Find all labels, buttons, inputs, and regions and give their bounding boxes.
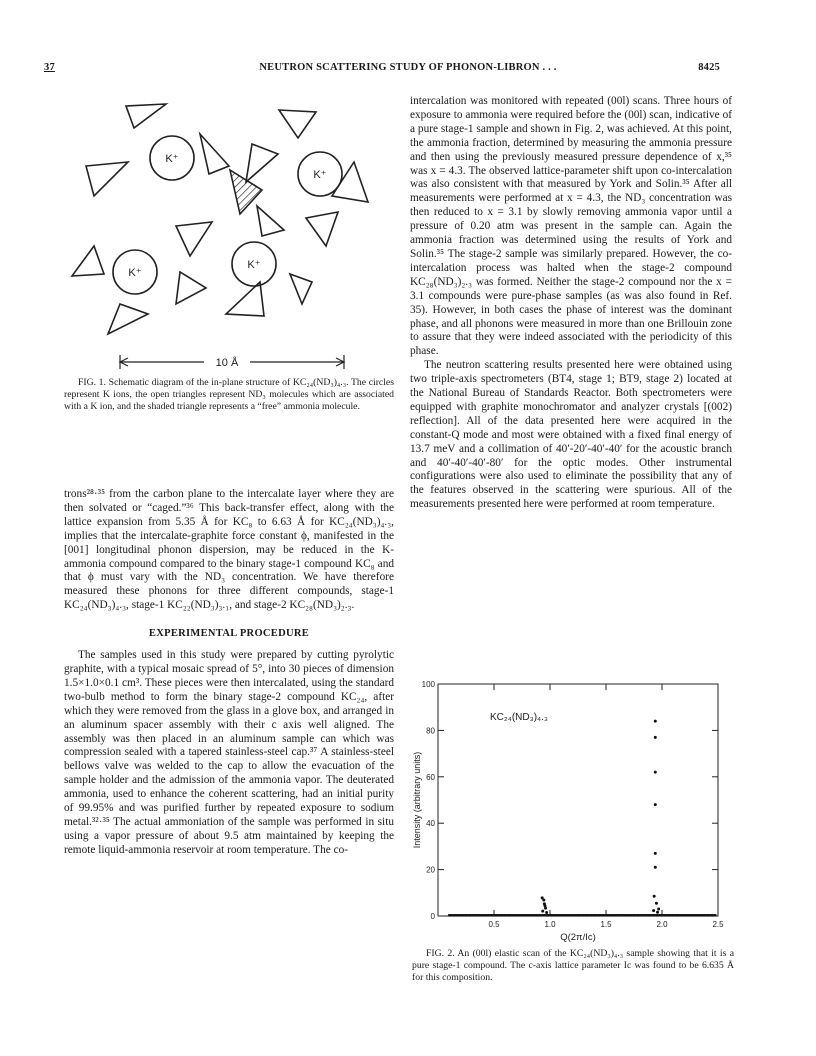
k-ion-label: K⁺ [313,169,327,181]
nd3-triangle [176,272,206,304]
nd3-triangle [72,246,104,276]
left-para-1: trons²⁸·³⁵ from the carbon plane to the intercalate layer where they are then solvated or “caged.”³⁶ This back-transfer effect, along with the lattice expansion from 5.35 Å for KC₈ to 6.63 Å for KC₂₄(ND₃)₄.₃, implies that the intercalate-graphite force constant ϕ, manifested in the [001] longitudinal phonon dispersion, may be reduced in the K-ammonia compound compared to the binary stage-1 compound KC₈ and that ϕ must vary with the ND₃ concentration. We have therefore measured these phonons for three different compounds, stage-1 KC₂₄(ND₃)₄.₃, stage-1 KC₂₂(ND₃)₃.₁, and stage-2 KC₂₈(ND₃)₂.₃. [64,488,394,612]
y-tick-label: 100 [421,680,435,689]
nd3-triangle [226,282,264,316]
nd3-triangle [126,104,166,128]
y-tick-label: 0 [430,912,435,921]
x-axis-label: Q(2π/Ic) [560,932,596,943]
right-para-2: The neutron scattering results presented here were obtained using two triple-axis spectrometers (BT4, stage 1; BT9, stage 2) located at the National Bureau of Standards Reactor. Both spectrometers were equipped with graphite monochromator and analyzer crystals [(002) reflection]. All of the data presented here were acquired in the constant-Q mode and most were obtained with a fixed final energy of 13.7 meV and a collimation of 40′-20′-40′-40′ for the acoustic branch and 40′-40′-40′-80′ for the optic modes. Other instrumental configurations were also used to eliminate the possibility that any of the features observed in the scattering were spurious. All of the measurements presented here were performed at room temperature. [410,359,732,511]
y-tick-label: 40 [426,819,435,829]
x-tick-label: 2.0 [656,920,668,929]
data-point [654,866,657,869]
section-title: EXPERIMENTAL PROCEDURE [148,628,310,640]
scale-bar-label: 10 Å [215,357,239,369]
right-para-1: intercalation was monitored with repeated (00l) scans. Three hours of exposure to ammonia were required before the (00l) scan, indicative of a pure stage-1 sample and shown in Fig. 2, was achieved. At this point, the ammonia fraction, determined by measuring the ammonia pressure and then using the previously measured pressure dependence of x,³⁵ was x = 4.3. The observed lattice-parameter shift upon co-intercalation was also consistent with that measured by York and Solin.³⁵ After all measurements were performed at x = 4.3, the ND₃ concentration was then reduced to x = 3.1 by slowly removing ammonia vapor until a pressure of 0.20 atm was present in the sample can. Again the ammonia fraction was determined using the results of York and Solin.³⁵ The stage-2 sample was similarly prepared. However, the co-intercalation process was halted when the stage-2 compound KC₂₈(ND₃)₂.₃ was formed. Neither the stage-2 compound nor the x = 3.1 compounds were pure-phase samples (as was also found in Ref. 35). However, in both cases the phase of interest was the dominant phase, and all phonons were measured in more than one Brillouin zone to assure that they were indeed associated with the periodicity of this phase. [410,95,732,358]
data-point [653,895,656,898]
data-point [657,908,660,911]
nd3-triangle [257,206,284,236]
figure-1-caption: FIG. 1. Schematic diagram of the in-plane structure of KC₂₄(ND₃)₄.₃. The circles represent K ions, the open triangles represent ND₃ molecules which are associated with a K ion, and the shaded triangle represents a “free” ammonia molecule. [64,377,394,412]
data-point [542,898,545,901]
data-point [656,911,659,914]
y-tick-label: 80 [426,726,435,736]
figure-2-chart [412,676,734,944]
page-volume: 37 [44,62,55,73]
data-point [655,902,658,905]
y-axis-label: Intensity (arbitrary units) [412,751,422,849]
baseline-point [714,914,717,917]
plot-frame [438,684,718,916]
page-number: 8425 [698,62,720,73]
running-header [0,62,816,78]
x-tick-label: 0.5 [488,920,500,929]
right-column [410,95,732,512]
data-point [541,910,544,913]
data-point [654,852,657,855]
x-tick-label: 1.0 [544,920,556,929]
data-point [654,736,657,739]
x-tick-label: 2.5 [712,920,724,929]
figure-2-caption: FIG. 2. An (00l) elastic scan of the KC₂₄(ND₃)₄.₃ sample showing that it is a pure stage-1 compound. The c-axis lattice parameter Ic was found to be 6.635 Å for this composition. [412,948,734,983]
nd3-triangle [332,162,368,202]
left-para-2: The samples used in this study were prepared by cutting pyrolytic graphite, with a typical mosaic spread of 5°, into 30 pieces of dimension 1.5×1.0×0.1 cm³. These pieces were then intercalated, using the standard two-bulb method to form the binary stage-2 compound KC₂₄, after which they were removed from the glass in a glove box, and arranged in an aluminum spacer assembly with their c axis well aligned. The assembly was then placed in an aluminum sample can which was compression sealed with a tapered stainless-steel cap.³⁷ A stainless-steel bellows valve was welded to the cap to allow the evacuation of the sample holder and the admission of the ammonia vapor. The deuterated ammonia, used to enhance the coherent scattering, had an initial purity of 99.95% and was purified further by repeated exposure to sodium metal.³²·³⁵ The actual ammoniation of the sample was performed in situ using a vapor pressure of about 9.5 atm maintained by keeping the remote liquid-ammonia reservoir at room temperature. The co- [64,649,394,856]
data-point [652,909,655,912]
nd3-triangle [176,222,212,256]
nd3-triangle [279,110,316,138]
y-tick-label: 20 [426,865,435,875]
k-ion-label: K⁺ [165,153,179,165]
y-tick-label: 60 [426,772,435,782]
x-tick-label: 1.5 [600,920,612,929]
nd3-triangle [86,162,128,196]
chart-title: KC₂₄(ND₃)₄.₃ [490,712,548,723]
k-ion-label: K⁺ [247,259,261,271]
running-title: NEUTRON SCATTERING STUDY OF PHONON-LIBRON . . . [259,62,557,73]
nd3-triangle [108,304,148,334]
data-point [543,904,546,907]
nd3-triangle [306,212,338,246]
data-point [545,911,548,914]
left-column [64,488,394,858]
nd3-triangle [246,144,278,182]
figure-1-schematic [64,96,394,378]
data-point [654,771,657,774]
k-ion-label: K⁺ [128,267,142,279]
nd3-triangle [200,134,229,174]
data-point [654,720,657,723]
data-point [654,803,657,806]
nd3-triangle [290,274,312,304]
